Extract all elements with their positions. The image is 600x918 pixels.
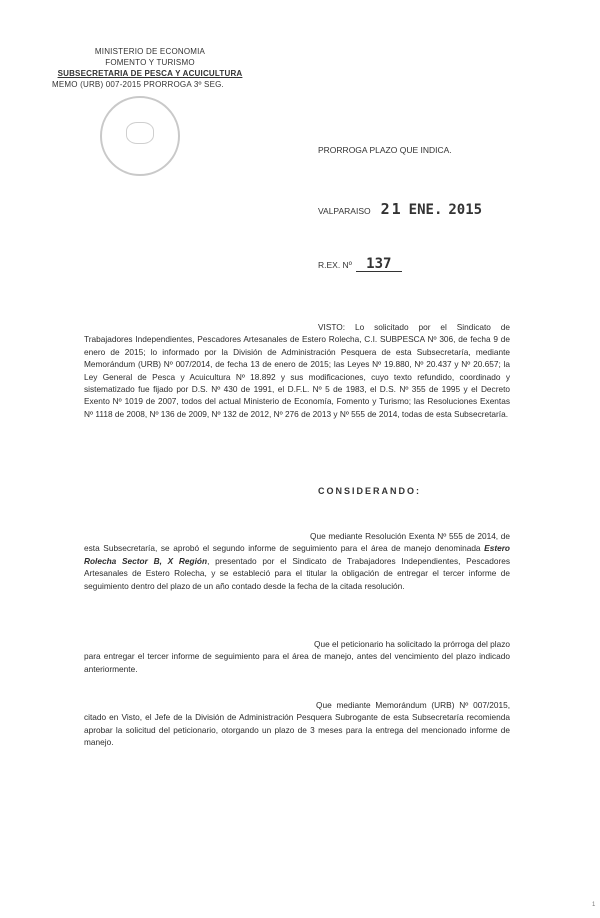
date-month: ENE. (408, 202, 443, 218)
rex-number: 137 (356, 258, 402, 272)
considerando-paragraph-3 (84, 699, 510, 749)
rex-label: R.EX. Nº (318, 260, 352, 270)
p1-text-a: Que mediante Resolución Exenta Nº 555 de 2014, de esta Subsecretaría, se aprobó el segundo informe de seguimiento para el área de manejo denominada (84, 531, 510, 554)
resolution-number-line (318, 258, 402, 272)
letterhead (40, 46, 260, 90)
subsecretaria-name: SUBSECRETARIA DE PESCA Y ACUICULTURA (57, 69, 243, 78)
ministry-dept: FOMENTO Y TURISMO (105, 58, 195, 67)
visto-text: Lo solicitado por el Sindicato de Trabajadores Independientes, Pescadores Artesanales de Estero Rolecha, C.I. SUBPESCA Nº 306, de fecha 9 de enero de 2015; lo informado por la División de Administración Pesquera de esta Subsecretaría, mediante Memorándum (URB) Nº 007/2014, de fecha 13 de enero de 2015; las Leyes Nº 19.880, Nº 20.437 y Nº 20.657; la Ley General de Pesca y Acuicultura Nº 18.892 y sus modificaciones, cuyo texto refundido, coordinado y sistematizado fue fijado por D.S. Nº 430 de 1991, el D.F.L. Nº 5 de 1983, el D.S. Nº 355 de 1995 y el Decreto Exento Nº 1019 de 2007, todos del actual Ministerio de Economía, Fomento y Turismo; las Resoluciones Exentas Nº 1118 de 2008, Nº 136 de 2009, Nº 132 de 2012, Nº 276 de 2013 y Nº 555 de 2014, todas de esta Subsecretaría. (84, 322, 510, 419)
page-mark: 1 (592, 902, 596, 908)
considerando-heading: CONSIDERANDO: (318, 486, 422, 496)
date-year: 2015 (448, 202, 483, 218)
considerando-paragraph-1 (84, 530, 510, 592)
management-area-name: Estero Rolecha Sector B, X Región (84, 543, 510, 566)
visto-paragraph (84, 321, 510, 420)
visto-label: VISTO: (318, 322, 346, 332)
memo-reference: MEMO (URB) 007-2015 PRORROGA 3º SEG. (52, 80, 224, 89)
p2-text: Que el peticionario ha solicitado la prórroga del plazo para entregar el tercer informe de seguimiento para el área de manejo, antes del vencimiento del plazo indicado anteriormente. (84, 639, 510, 674)
document-subject: PRORROGA PLAZO QUE INDICA. (318, 145, 452, 155)
date-line (318, 200, 482, 218)
date-city: VALPARAISO (318, 206, 371, 216)
date-day: 21 (380, 200, 403, 218)
p1-text-b: , presentado por el Sindicato de Trabajadores Independientes, Pescadores Artesanales de Estero Rolecha, y se estableció para el titular la obligación de entregar el tercer informe de seguimiento dentro del plazo de un año contado desde la fecha de la citada resolución. (84, 555, 511, 591)
considerando-paragraph-2 (84, 638, 510, 675)
seal-center (126, 122, 154, 144)
ministry-name: MINISTERIO DE ECONOMIA (94, 47, 206, 56)
p3-text: Que mediante Memorándum (URB) Nº 007/2015, citado en Visto, el Jefe de la División de Administración Pesquera Subrogante de esta Subsecretaría recomienda aprobar la solicitud del peticionario, otorgando un plazo de 3 meses para la entrega del mencionado informe de manejo. (84, 700, 510, 748)
